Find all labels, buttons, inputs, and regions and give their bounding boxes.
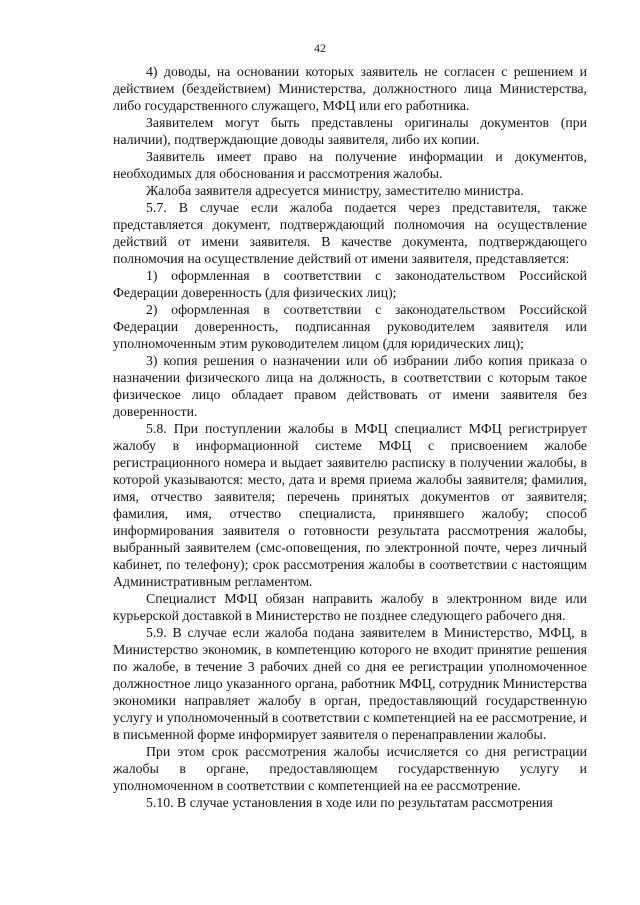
paragraph: Заявитель имеет право на получение информации и документов, необходимых для обоснования и рассмотрения жалобы.	[113, 149, 587, 181]
paragraph: Жалоба заявителя адресуется министру, заместителю министра.	[146, 183, 524, 198]
paragraph: При этом срок рассмотрения жалобы исчисляется со дня регистрации жалобы в органе, предоставляющем государственную услугу и уполномоченном в соответствии с компетенцией на ее рассмотрение.	[113, 744, 587, 793]
paragraph: 5.10. В случае установления в ходе или по результатам рассмотрения	[146, 795, 553, 810]
page-number: 42	[314, 41, 326, 55]
paragraph: 2) оформленная в соответствии с законодательством Российской Федерации доверенность, подписанная руководителем заявителя или уполномоченным этим руководителем лицом (для юридических лиц);	[113, 302, 587, 351]
document-body	[113, 63, 587, 811]
paragraph: 4) доводы, на основании которых заявитель не согласен с решением и действием (бездействием) Министерства, должностного лица Министерства, либо государственного служащего, МФЦ или его работника.	[113, 64, 587, 113]
paragraph: 5.9. В случае если жалоба подана заявителем в Министерство, МФЦ, в Министерство экономик, в компетенцию которого не входит принятие решения по жалобе, в течение 3 рабочих дней со дня ее регистрации уполномоченное должностное лицо указанного органа, работник МФЦ, сотрудник Министерства экономики направляет жалобу в орган, предоставляющий государственную услугу и уполномоченный в соответствии с компетенцией на ее рассмотрение, и в письменной форме информирует заявителя о перенаправлении жалобы.	[113, 625, 587, 742]
paragraph: 5.7. В случае если жалоба подается через представителя, также представляется документ, подтверждающий полномочия на осуществление действий от имени заявителя. В качестве документа, подтверждающего полномочия на осуществление действий от имени заявителя, представляется:	[113, 200, 587, 266]
paragraph: Специалист МФЦ обязан направить жалобу в электронном виде или курьерской доставкой в Министерство не позднее следующего рабочего дня.	[113, 591, 587, 623]
paragraph: 3) копия решения о назначении или об избрании либо копия приказа о назначении физического лица на должность, в соответствии с которым такое физическое лицо обладает правом действовать от имени заявителя без доверенности.	[113, 353, 587, 419]
paragraph: Заявителем могут быть представлены оригиналы документов (при наличии), подтверждающие доводы заявителя, либо их копии.	[113, 115, 587, 147]
paragraph: 5.8. При поступлении жалобы в МФЦ специалист МФЦ регистрирует жалобу в информационной системе МФЦ с присвоением жалобе регистрационного номера и выдает заявителю расписку в получении жалобы, в которой указываются: место, дата и время приема жалобы заявителя; фамилия, имя, отчество заявителя; перечень принятых документов от заявителя; фамилия, имя, отчество специалиста, принявшего жалобу; способ информирования заявителя о готовности результата рассмотрения жалобы, выбранный заявителем (смс-оповещения, по электронной почте, через личный кабинет, по телефону); срок рассмотрения жалобы в соответствии с настоящим Административным регламентом.	[113, 421, 587, 589]
paragraph: 1) оформленная в соответствии с законодательством Российской Федерации доверенность (для физических лиц);	[113, 268, 587, 300]
